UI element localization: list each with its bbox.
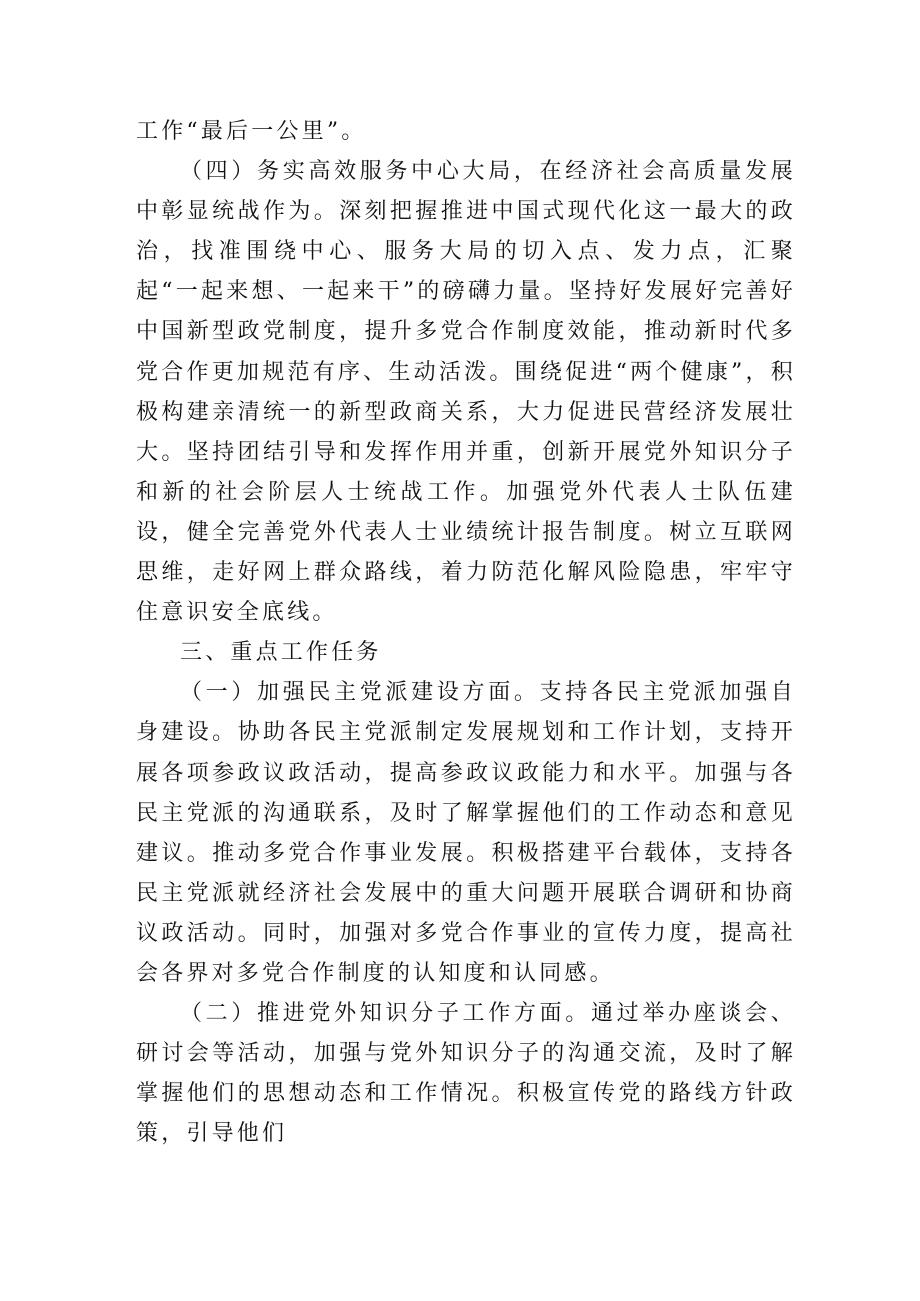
document-body [136,112,796,1154]
paragraph-section-four: （四）务实高效服务中心大局，在经济社会高质量发展中彰显统战作为。深刻把握推进中国式现代化这一最大的政治，找准围绕中心、服务大局的切入点、发力点，汇聚起“一起来想、一起来干”的磅礴力量。坚持好发展好完善好中国新型政党制度，提升多党合作制度效能，推动新时代多党合作更加规范有序、生动活泼。围绕促进“两个健康”，积极构建亲清统一的新型政商关系，大力促进民营经济发展壮大。坚持团结引导和发挥作用并重，创新开展党外知识分子和新的社会阶层人士统战工作。加强党外代表人士队伍建设，健全完善党外代表人士业绩统计报告制度。树立互联网思维，走好网上群众路线，着力防范化解风险隐患，牢牢守住意识安全底线。 [136,159,796,626]
paragraph-task-two: （二）推进党外知识分子工作方面。通过举办座谈会、研讨会等活动，加强与党外知识分子的沟通交流，及时了解掌握他们的思想动态和工作情况。积极宣传党的路线方针政策，引导他们 [136,1001,796,1147]
section-heading-key-tasks: 三、重点工作任务 [180,640,382,666]
paragraph-task-one: （一）加强民主党派建设方面。支持各民主党派加强自身建设。协助各民主党派制定发展规划和工作计划，支持开展各项参政议政活动，提高参政议政能力和水平。加强与各民主党派的沟通联系，及时了解掌握他们的工作动态和意见建议。推动多党合作事业发展。积极搭建平台载体，支持各民主党派就经济社会发展中的重大问题开展联合调研和协商议政活动。同时，加强对多党合作事业的宣传力度，提高社会各界对多党合作制度的认知度和认同感。 [136,680,796,986]
paragraph-continuation: 工作“最后一公里”。 [136,119,367,144]
